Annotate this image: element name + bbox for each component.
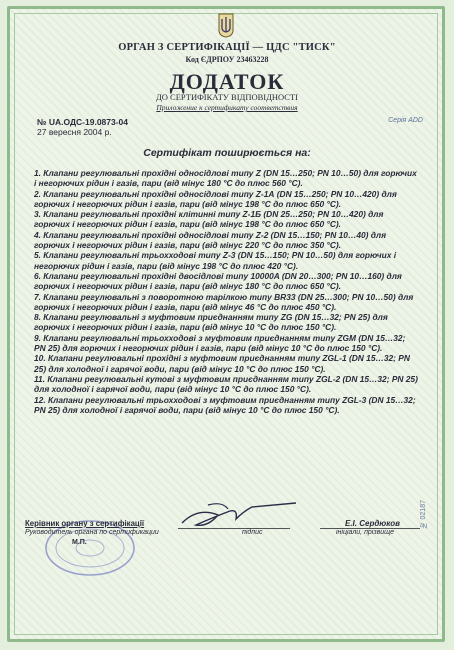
list-item: 4. Клапани регулювальні прохідні односідлові типу Z-2 (DN 15…150; PN 10…40) для горючих і негорючих рідин і газів, пари (від мінус 220 °С до плюс 350 °С).: [34, 229, 387, 251]
issuer-name: ОРГАН З СЕРТИФІКАЦІЇ — ЦДС "ТИСК": [118, 42, 336, 53]
list-item: 9. Клапани регулювальні трьохходові з муфтовим приєднанням типу ZGM (DN 15…32; PN 25) для горючих і негорючих рідин і газів, пари (від мінус 10 °С до плюс 150 °С).: [34, 332, 406, 354]
certificate-date: 27 вересня 2004 р.: [37, 127, 112, 137]
issuer-code: Код ЄДРПОУ 23463228: [185, 55, 269, 64]
list-item: 5. Клапани регулювальні трьохходові типу Z-3 (DN 15…150; PN 10…50) для горючих і негорючих рідин і газів, пари (від мінус 198 °С до плюс 420 °С).: [34, 250, 397, 271]
document-subtitle-ru: Приложение к сертификату соответствия: [156, 103, 298, 112]
signature-line: [178, 528, 290, 529]
serial-number: № 02187: [420, 500, 427, 529]
signer-name: Е.І. Сердюков: [345, 519, 400, 528]
scope-list: [34, 168, 419, 415]
certificate-series: Серія ADD: [388, 117, 423, 124]
list-item: 1. Клапани регулювальні прохідні односідлові типу Z (DN 15…250; PN 10…50) для горючих і негорючих рідин і газів, пари (від мінус 180 °С до плюс 560 °С).: [34, 168, 417, 189]
list-item: 12. Клапани регулювальні трьохходові з муфтовим приєднанням типу ZGL-3 (DN 15…32; PN 25) для холодної і гарячої води, пари (від мінус 10 °С до плюс 150 °С).: [34, 394, 416, 415]
trident-emblem-icon: [216, 12, 236, 38]
list-item: 7. Клапани регулювальні з поворотною тарілкою типу BR33 (DN 25…300; PN 10…50) для горючих і негорючих рідин і газів, пари (від мінус 46 °С до плюс 450 °С).: [34, 291, 414, 312]
document-title: ДОДАТОК: [169, 69, 285, 94]
list-item: 6. Клапани регулювальні прохідні двосідлові типу 10000A (DN 20…300; PN 10…160) для горючих і негорючих рідин і газів, пари (від мінус 180 °С до плюс 650 °С).: [34, 270, 402, 292]
org-head-label: Керівник органу з сертифікації: [25, 519, 145, 528]
list-item: 8. Клапани регулювальні з муфтовим приєднанням типу ZG (DN 15…32; PN 25) для горючих і негорючих рідин і газів, пари (від мінус 10 °С до плюс 150 °С).: [34, 312, 388, 333]
scope-heading: Сертифікат поширюється на:: [143, 147, 311, 159]
document-subtitle: ДО СЕРТИФІКАТУ ВІДПОВІДНОСТІ: [156, 92, 298, 102]
list-item: 3. Клапани регулювальні прохідні клітинні типу Z-1Б (DN 25…250; PN 10…420) для горючих і негорючих рідин і газів, пари (від мінус 198 °С до плюс 650 °С).: [34, 209, 384, 230]
signature-caption: підпис: [242, 529, 263, 536]
list-item: 2. Клапани регулювальні прохідні односідлові типу Z-1А (DN 15…250; PN 10…420) для горючих і негорючих рідин і газів, пари (від мінус 198 °С до плюс 650 °С).: [34, 188, 397, 209]
certificate-number: № UA.ОДС-19.0873-04: [37, 117, 129, 127]
signer-caption: ініціали, прізвище: [336, 529, 395, 536]
seal-place-label: М.П.: [72, 539, 87, 546]
list-item: 11. Клапани регулювальні кутові з муфтовим приєднанням типу ZGL-2 (DN 15…32; PN 25) для холодної і гарячої води, пари (від мінус 10 °С до плюс 150 °С).: [34, 373, 418, 395]
org-head-label-ru: Руководитель органа по сертификации: [25, 529, 159, 536]
list-item: 10. Клапани регулювальні прохідні з муфтовим приєднанням типу ZGL-1 (DN 15…32; PN 25) для холодної і гарячої води, пари (від мінус 10 °С до плюс 150 °С).: [34, 353, 410, 374]
